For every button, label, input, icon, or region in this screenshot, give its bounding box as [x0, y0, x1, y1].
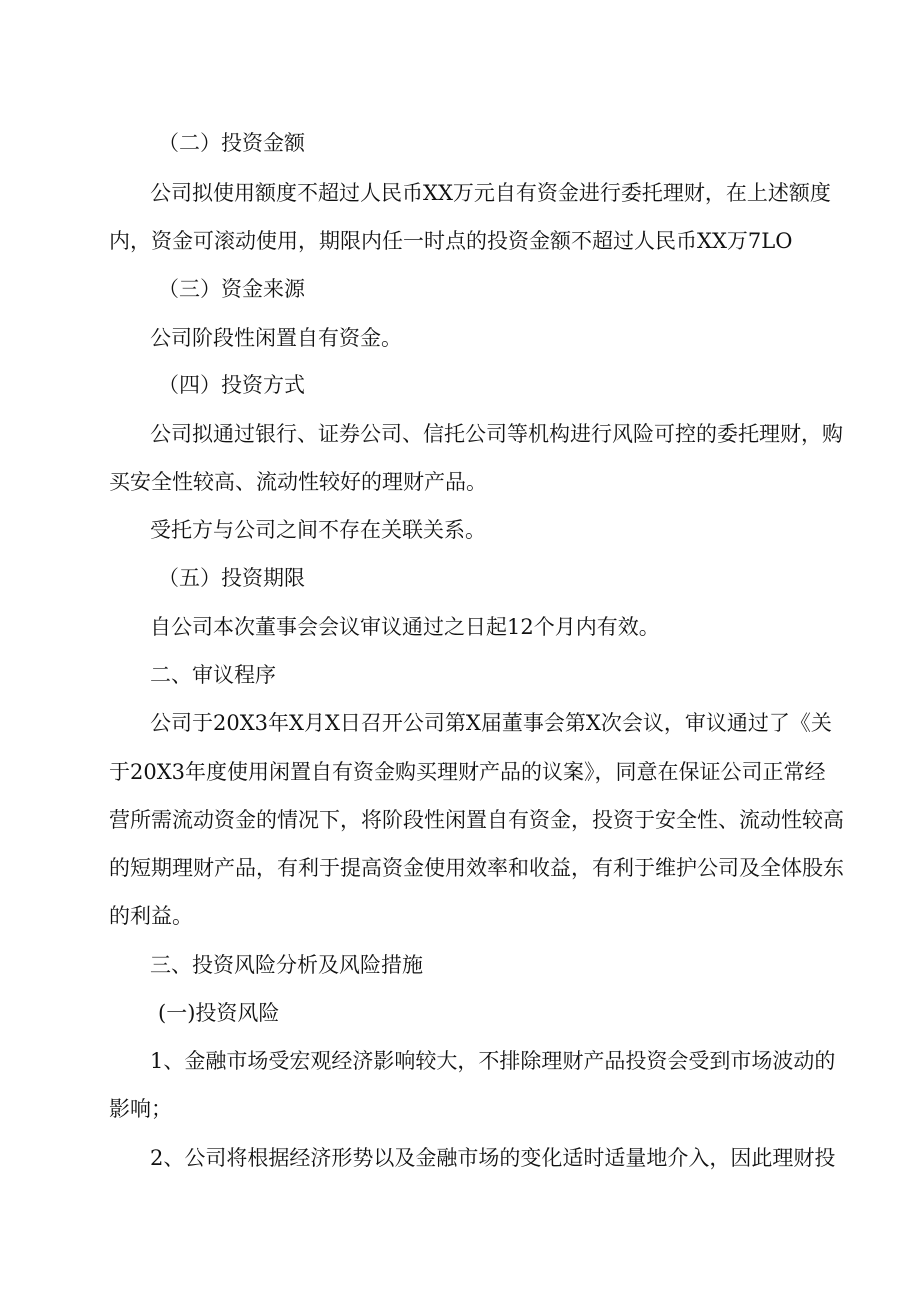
paragraph-line: 公司阶段性闲置自有资金。 [150, 326, 402, 350]
paragraph-line: 影响； [109, 1097, 172, 1121]
paragraph-line: 1、金融市场受宏观经济影响较大，不排除理财产品投资会受到市场波动的 [150, 1049, 836, 1073]
paragraph-line: 的利益。 [109, 904, 193, 928]
paragraph-line: 营所需流动资金的情况下，将阶段性闲置自有资金，投资于安全性、流动性较高 [109, 808, 844, 832]
paragraph-line: 公司拟通过银行、证券公司、信托公司等机构进行风险可控的委托理财，购 [150, 422, 843, 446]
paragraph-line: 公司于20X3年X月X日召开公司第X届董事会第X次会议，审议通过了《关 [150, 711, 832, 735]
paragraph-line: 公司拟使用额度不超过人民币XX万元自有资金进行委托理财，在上述额度 [150, 181, 831, 205]
paragraph-line: 自公司本次董事会会议审议通过之日起12个月内有效。 [150, 615, 660, 639]
heading-investment-risk: (一)投资风险 [158, 1001, 280, 1025]
paragraph-line: 内，资金可滚动使用，期限内任一时点的投资金额不超过人民币XX万7LO [109, 229, 793, 253]
heading-investment-amount: （二）投资金额 [158, 131, 305, 155]
heading-review-procedure: 二、审议程序 [150, 663, 276, 687]
heading-investment-period: （五）投资期限 [158, 566, 305, 590]
paragraph-line: 买安全性较高、流动性较好的理财产品。 [109, 470, 487, 494]
heading-risk-analysis: 三、投资风险分析及风险措施 [150, 953, 423, 977]
paragraph-line: 2、公司将根据经济形势以及金融市场的变化适时适量地介入，因此理财投 [150, 1146, 836, 1170]
paragraph-line: 于20X3年度使用闲置自有资金购买理财产品的议案》，同意在保证公司正常经 [109, 760, 826, 784]
paragraph-line: 受托方与公司之间不存在关联关系。 [150, 518, 486, 542]
heading-fund-source: （三）资金来源 [158, 277, 305, 301]
paragraph-line: 的短期理财产品，有利于提高资金使用效率和收益，有利于维护公司及全体股东 [109, 856, 844, 880]
heading-investment-method: （四）投资方式 [158, 373, 305, 397]
